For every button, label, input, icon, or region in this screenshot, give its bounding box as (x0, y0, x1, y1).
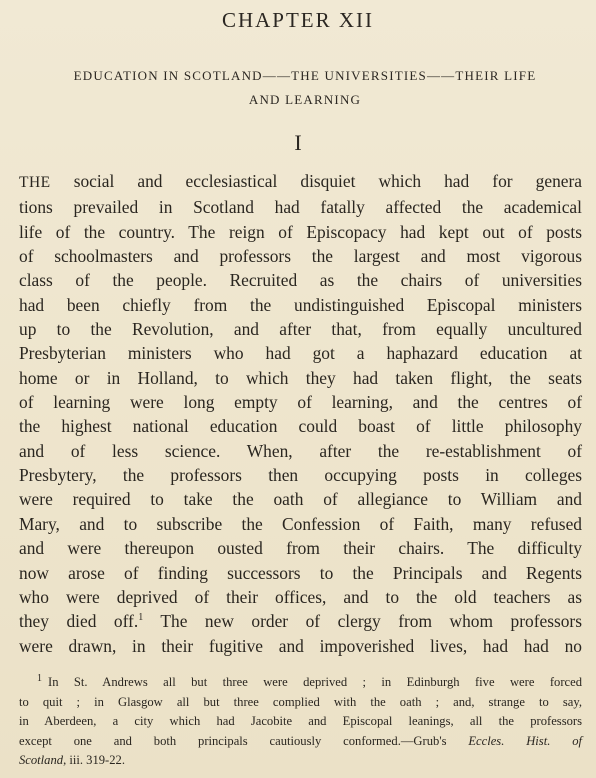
body-line: were drawn, in their fugitive and impoverished lives, had had no (19, 635, 582, 656)
body-line: Presbytery, the professors then occupying posts in colleges (19, 465, 582, 486)
body-line: were required to take the oath of allegiance to William and (19, 489, 582, 510)
body-line: tions prevailed in Scotland had fatally affected the academical (19, 197, 582, 218)
body-line: Presbyterian ministers who had got a haphazard education at (19, 343, 582, 364)
body-line: and were thereupon ousted from their chairs. The difficulty (19, 538, 582, 559)
body-line: of learning were long empty of learning, and the centres of (19, 392, 582, 413)
body-line-start: they died off. (19, 611, 139, 632)
footnote-line: in Aberdeen, a city which had Jacobite and Episcopal leanings, all the professors (19, 714, 582, 728)
subtitle-line-1: EDUCATION IN SCOTLAND——THE UNIVERSITIES——THEIR LIFE (73, 68, 537, 83)
body-line: had been chiefly from the undistinguished Episcopal ministers (19, 294, 582, 315)
footnote-line: to quit ; in Glasgow all but three complied with the oath ; and, strange to say, (19, 694, 582, 709)
body-line: now arose of finding successors to the Principals and Regents (19, 562, 582, 583)
section-number: I (294, 130, 302, 155)
body-line: home or in Holland, to which they had taken flight, the seats (19, 367, 582, 388)
body-line: and of less science. When, after the re-establishment of (19, 440, 582, 461)
body-line: life of the country. The reign of Episcopacy had kept out of posts (19, 221, 582, 242)
body-line: class of the people. Recruited as the chairs of universities (19, 270, 582, 291)
footnote-line (19, 751, 582, 771)
subtitle-line-2: AND LEARNING (248, 92, 362, 107)
footnote-reference[interactable]: 1 (138, 612, 144, 624)
footnote-text: except one and both principals cautiously conformed.—Grub's (19, 733, 469, 748)
body-line: who were deprived of their offices, and to the old teachers as (19, 586, 582, 607)
chapter-heading: CHAPTER XII (221, 8, 375, 32)
body-paragraph (19, 169, 582, 658)
footnote-line (19, 673, 582, 693)
body-line: up to the Revolution, and after that, from equally uncultured (19, 319, 582, 340)
chapter-subtitle (40, 64, 570, 112)
opening-word: THE (19, 174, 51, 191)
body-line: THE social and ecclesiastical disquiet which had for genera (19, 171, 582, 191)
body-line: Mary, and to subscribe the Confession of Faith, many refused (19, 513, 582, 534)
body-line-end: The new order of clergy from whom professors (143, 611, 582, 632)
footnote-line (19, 732, 582, 752)
citation-title-cont: Scotland (19, 753, 64, 767)
citation-title: Eccles. Hist. of (468, 733, 582, 748)
body-line: of schoolmasters and professors the largest and most vigorous (19, 246, 582, 267)
footnote (19, 673, 582, 771)
footnote-marker: 1 (37, 672, 42, 684)
body-line-with-footnote (19, 609, 582, 633)
citation-pages: , iii. 319-22. (63, 753, 125, 767)
body-line: the highest national education could boast of little philosophy (19, 416, 582, 437)
footnote-text: In St. Andrews all but three were deprived ; in Edinburgh five were forced (48, 675, 582, 689)
